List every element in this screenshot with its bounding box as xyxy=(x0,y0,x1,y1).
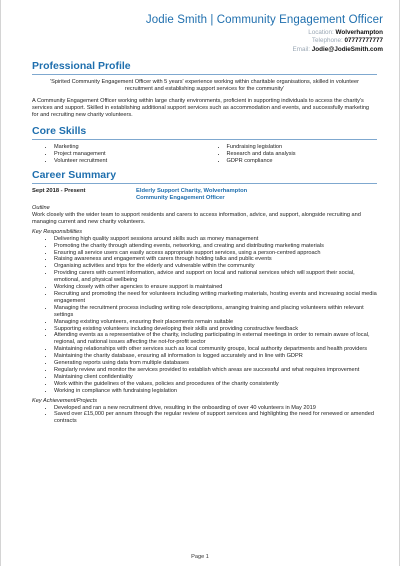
list-item: • Organising activities and trips for the elderly and vulnerable within the community xyxy=(54,263,377,270)
list-item: • Saved over £15,000 per annum through the regular review of support services and highlighting the need for renewed or amended contracts xyxy=(54,411,377,425)
list-item: • Work within the guidelines of the values, policies and procedures of the charity consistently xyxy=(54,381,377,388)
email-value: Jodie@JodieSmith.com xyxy=(311,45,383,53)
skill-item: • GDPR compliance xyxy=(227,158,378,165)
list-item: • Generating reports using data from multiple databases xyxy=(54,360,377,367)
list-item: • Providing carers with current information, advice and support on local and national services which will support their social, emotional, and physical wellbeing xyxy=(54,270,377,284)
skill-item: • Research and data analysis xyxy=(227,151,378,158)
email-line xyxy=(146,46,383,54)
location-value: Wolverhampton xyxy=(335,29,383,36)
profile-quote: 'Spirited Community Engagement Officer with 5 years' experience working within charitable organisations, skilled in volunteer recruitment and establishing support services for the community' xyxy=(50,79,359,92)
job-employer: Elderly Support Charity, Wolverhampton xyxy=(136,187,248,194)
list-item: • Ensuring all service users can easily access appropriate support services, using a person-centred approach xyxy=(54,250,377,257)
list-item: • Working closely with other agencies to ensure support is maintained xyxy=(54,284,377,291)
list-item: • Working in compliance with fundraising legislation xyxy=(54,388,377,395)
skill-item: • Project management xyxy=(54,151,205,158)
profile-paragraph: A Community Engagement Officer working within large charity environments, proficient in supporting individuals to access the charity's services and support. Skilled in establishing additional support services such as accommodation and events, and successfully marketing for and recruiting new charity volunteers. xyxy=(32,98,370,118)
skills-columns xyxy=(32,144,377,165)
outline-text: Work closely with the wider team to support residents and carers to access information, advice, and support, alongside recruiting and managing current and new charity volunteers. xyxy=(32,211,361,225)
telephone-label: Telephone: xyxy=(311,37,343,45)
list-item: • Managing existing volunteers, ensuring their placements remain suitable xyxy=(54,319,377,326)
contact-details xyxy=(146,29,383,54)
job-titles xyxy=(136,188,247,202)
list-item: • Delivering high quality support sessions around skills such as money management xyxy=(54,236,377,243)
section-career-summary xyxy=(32,169,377,426)
job-header xyxy=(32,188,377,202)
responsibilities-label: Key Responsibilities xyxy=(32,228,83,235)
skill-item: • Marketing xyxy=(54,144,205,151)
career-heading: Career Summary xyxy=(32,168,117,181)
skill-item: • Volunteer recruitment xyxy=(54,158,205,165)
location-line xyxy=(146,29,383,37)
section-divider xyxy=(32,74,377,75)
list-item: • Recruiting and promoting the need for volunteers including writing marketing materials, hosting events and increasing social media engagement xyxy=(54,291,377,305)
list-item: • Supporting existing volunteers including developing their skills and providing constructive feedback xyxy=(54,326,377,333)
achievements-list xyxy=(32,405,377,426)
profile-heading: Professional Profile xyxy=(32,60,131,72)
email-label: Email: xyxy=(292,45,311,53)
telephone-value: 07777777777 xyxy=(344,37,383,45)
skill-item: • Fundraising legislation xyxy=(227,144,378,151)
list-item: • Attending events as a representative of the charity, including participating in external meetings in order to remain aware of local, regional, and national issues affecting the not-for-profit sector xyxy=(54,332,377,346)
list-item: • Raising awareness and engagement with carers through holding talks and public events xyxy=(54,256,377,263)
section-core-skills xyxy=(32,125,377,165)
page-number: Page 1 xyxy=(191,554,209,560)
skills-list-right xyxy=(205,144,378,165)
telephone-line xyxy=(146,37,383,45)
job-date: Sept 2018 - Present xyxy=(32,187,86,194)
section-professional-profile xyxy=(32,60,377,119)
location-label: Location: xyxy=(308,29,334,36)
list-item: • Promoting the charity through attending events, networking, and creating and distributing marketing materials xyxy=(54,243,377,250)
job-role: Community Engagement Officer xyxy=(136,194,225,201)
outline-label: Outline xyxy=(32,204,50,211)
list-item: • Managing the recruitment process including writing role descriptions, arranging training and placing volunteers within relevant settings xyxy=(54,305,377,319)
list-item: • Regularly review and monitor the services provided to establish which areas are successful and what requires improvement xyxy=(54,367,377,374)
responsibilities-list xyxy=(32,236,377,395)
skills-heading: Core Skills xyxy=(32,125,87,137)
list-item: • Developed and ran a new recruitment drive, resulting in the onboarding of over 40 volunteers in May 2019 xyxy=(54,405,377,412)
achievements-label: Key Achievement/Projects xyxy=(32,397,98,404)
list-item: • Maintaining relationships with other services such as local community groups, local authority departments and health providers xyxy=(54,346,377,353)
section-divider xyxy=(32,183,377,184)
section-divider xyxy=(32,139,377,140)
list-item: • Maintaining client confidentiality xyxy=(54,374,377,381)
skills-list-left xyxy=(32,144,205,165)
candidate-name-title: Jodie Smith | Community Engagement Officer xyxy=(145,14,383,26)
cv-header xyxy=(146,14,383,54)
cv-content xyxy=(32,60,377,425)
list-item: • Maintaining the charity database, ensuring all information is logged accurately and in line with GDPR xyxy=(54,353,377,360)
